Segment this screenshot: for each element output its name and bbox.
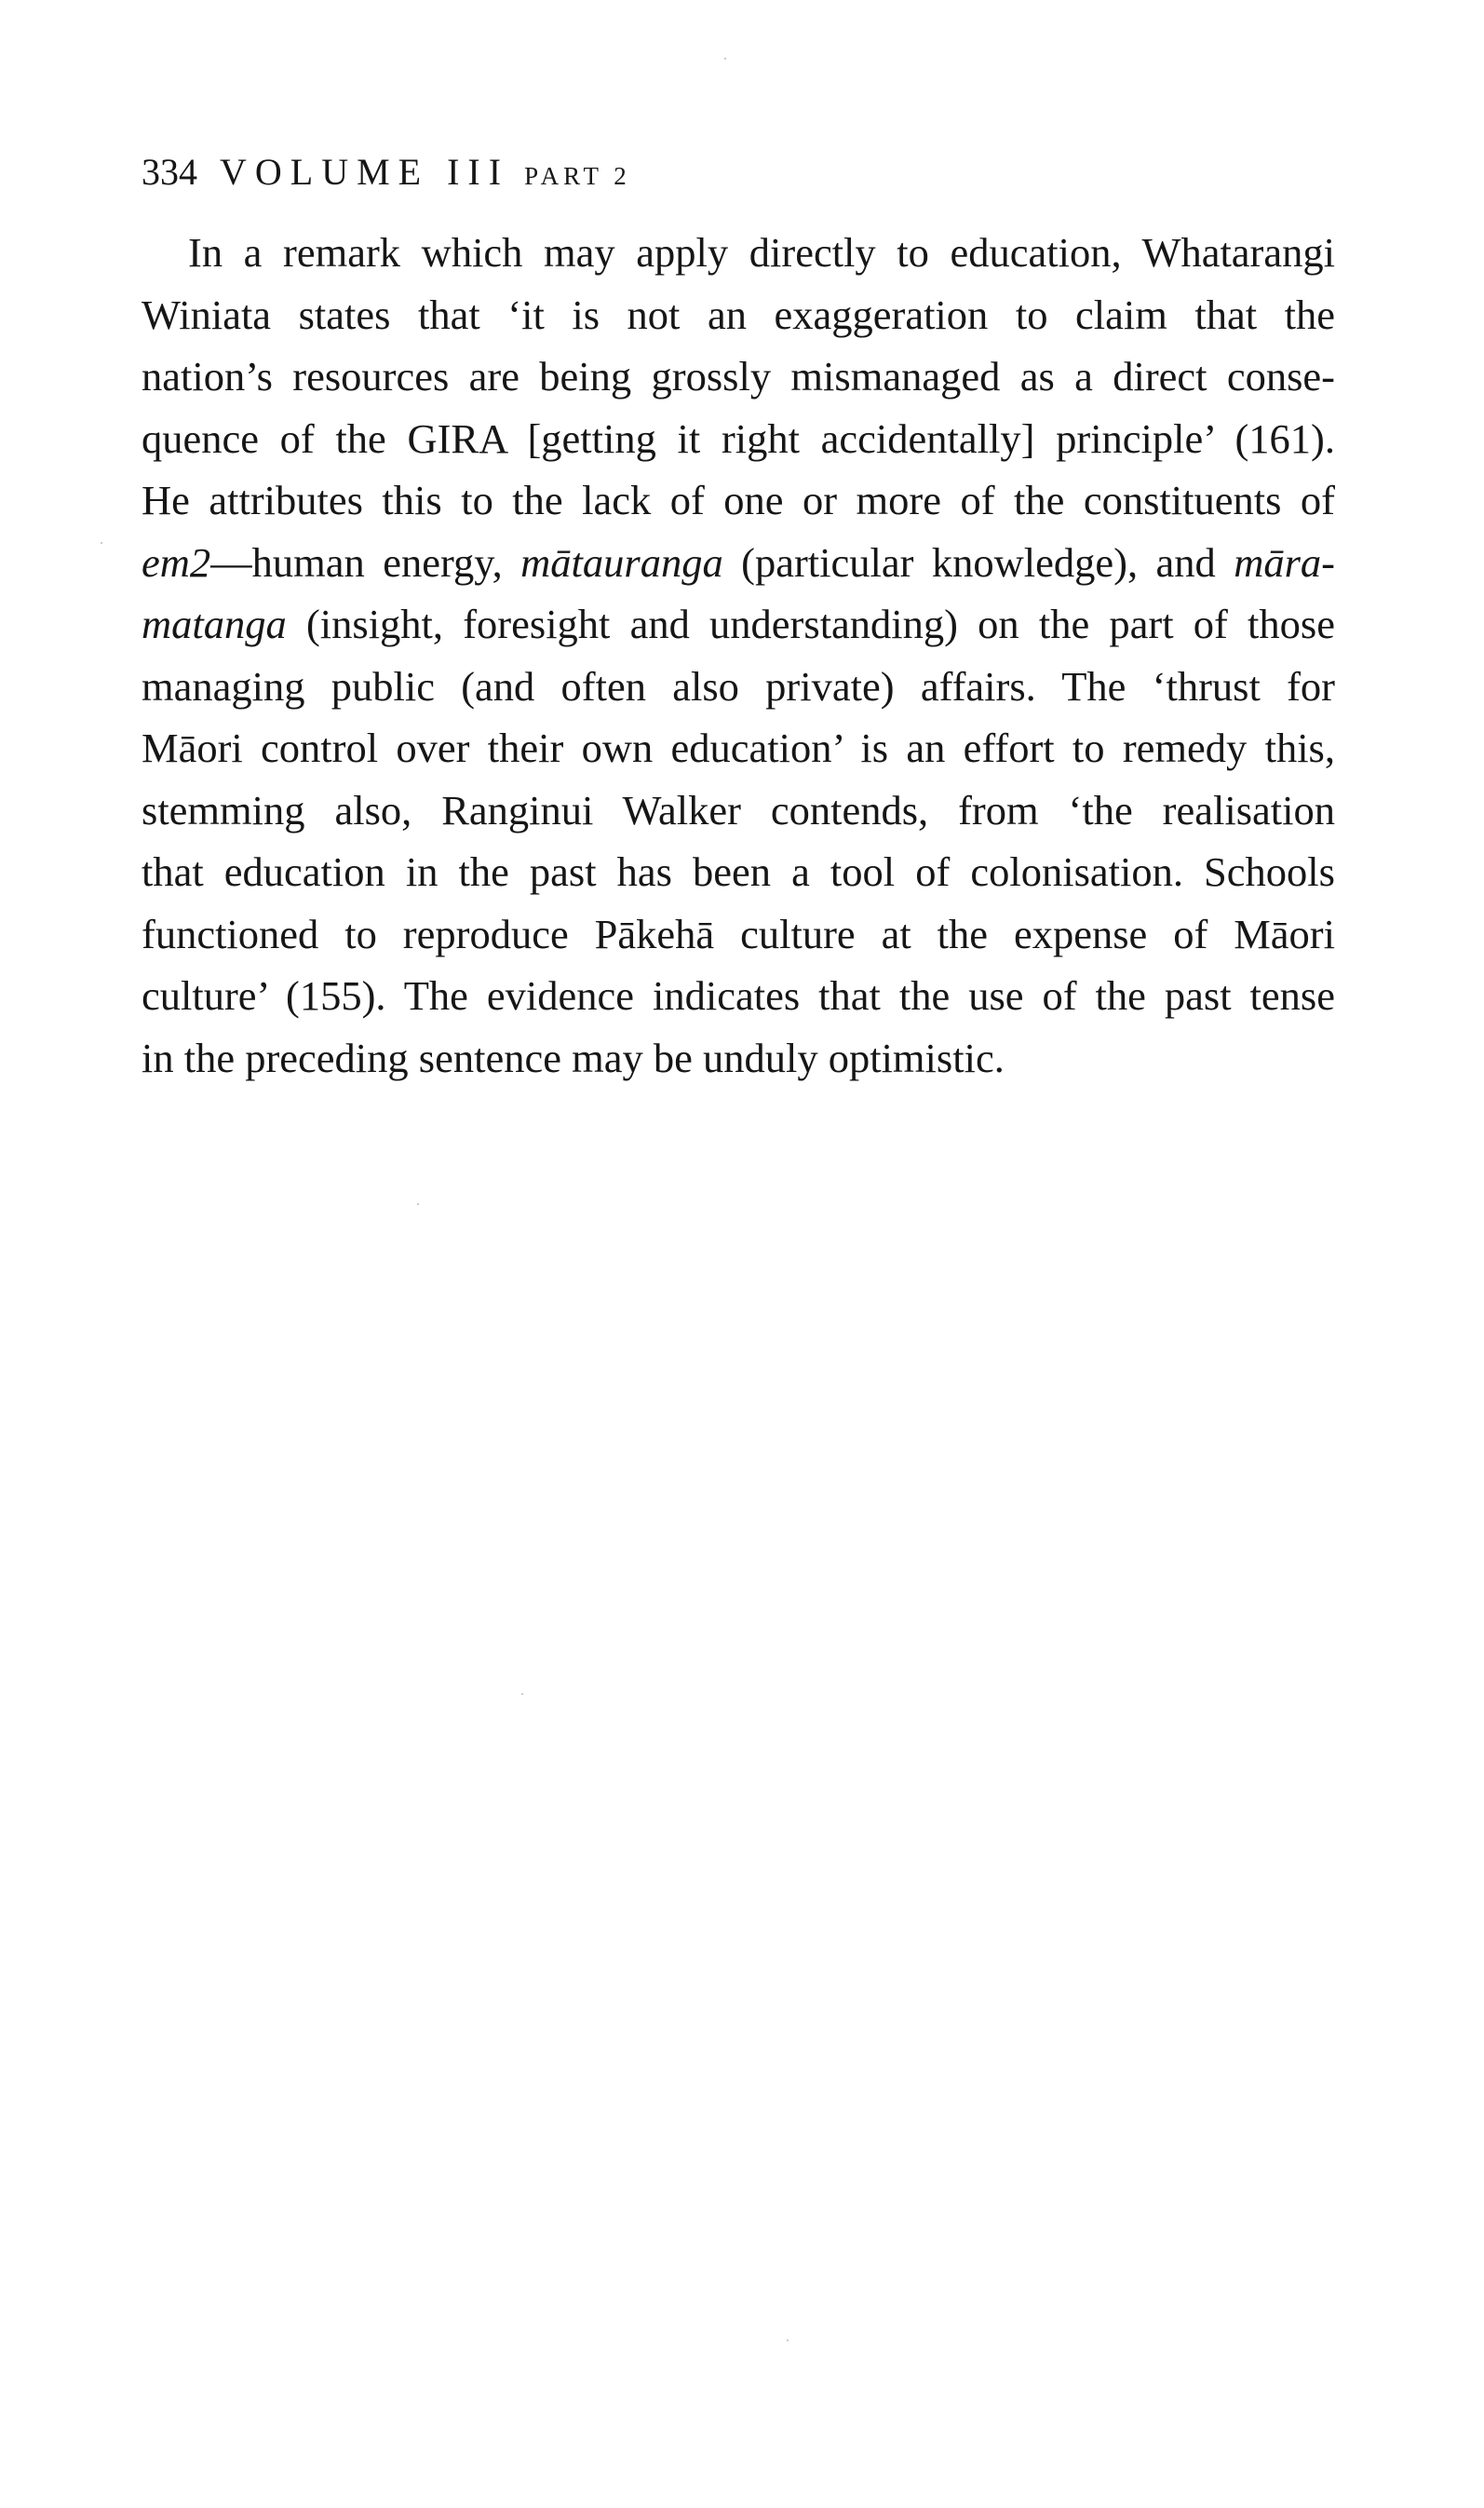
text-line-6 — [142, 532, 1335, 594]
paper-speck — [521, 1693, 523, 1695]
italic-term-em2: em2 — [142, 538, 211, 586]
text-line-3: nation’s resources are being grossly mismanaged as a direct conse- — [142, 353, 1335, 400]
italic-term-matanga: matanga — [142, 601, 287, 647]
paper-speck — [101, 542, 102, 544]
text-line-9: Māori control over their own education’ is an effort to remedy this, — [142, 725, 1335, 771]
text-line-11: that education in the past has been a tool of colonisation. Schools — [142, 848, 1335, 895]
text-line-6-part-b: (particular knowledge), and — [722, 538, 1234, 586]
text-line-10: stemming also, Ranginui Walker contends, from ‘the realisation — [142, 786, 1335, 834]
body-paragraph — [142, 222, 1335, 1089]
text-line-8: managing public (and often also private) affairs. The ‘thrust for — [142, 662, 1335, 710]
text-line-12: functioned to reproduce Pākehā culture at the expense of Māori — [142, 910, 1335, 957]
volume-label: VOLUME III — [220, 151, 510, 193]
text-line-7-part-a: (insight, foresight and understanding) on the part of those — [286, 601, 1335, 647]
text-line-14: in the preceding sentence may be unduly optimistic. — [142, 1034, 1005, 1081]
text-line-6-part-a: —human energy, — [210, 538, 521, 586]
text-line-4: quence of the GIRA [getting it right accidentally] principle’ (161). — [142, 414, 1335, 462]
paper-speck — [787, 2339, 789, 2341]
italic-term-mara: māra- — [1234, 538, 1335, 586]
running-head — [142, 149, 631, 199]
paper-speck — [724, 58, 726, 60]
text-line-5: He attributes this to the lack of one or more of the constituents of — [142, 477, 1335, 523]
page-number: 334 — [142, 151, 197, 193]
text-line-1: In a remark which may apply directly to education, Whatarangi — [188, 229, 1335, 276]
text-line-13: culture’ (155). The evidence indicates that the use of the past tense — [142, 972, 1335, 1019]
text-line-7 — [142, 593, 1335, 656]
paper-speck — [417, 1203, 419, 1205]
part-label: PART 2 — [524, 162, 631, 190]
text-line-2: Winiata states that ‘it is not an exaggeration to claim that the — [142, 291, 1335, 338]
italic-term-matauranga: mātauranga — [520, 538, 723, 586]
